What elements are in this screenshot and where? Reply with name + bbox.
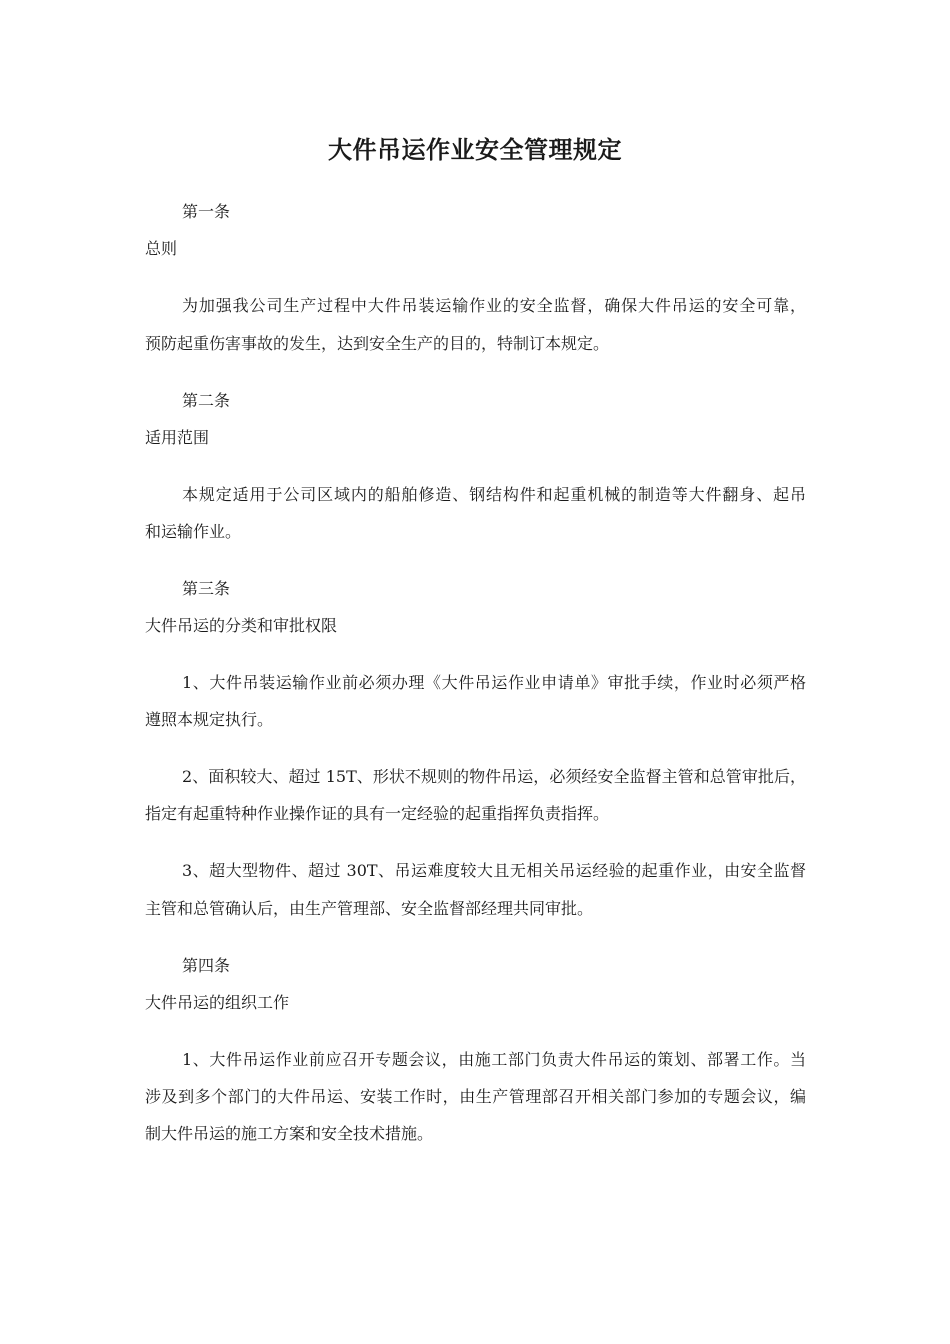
article-3-heading: 大件吊运的分类和审批权限 bbox=[145, 616, 338, 635]
article-4-item-1-line: 制大件吊运的施工方案和安全技术措施。 bbox=[145, 1124, 434, 1143]
article-1-paragraph-line: 为加强我公司生产过程中大件吊装运输作业的安全监督，确保大件吊运的安全可靠， bbox=[182, 296, 806, 315]
article-2-paragraph-line: 本规定适用于公司区域内的船舶修造、钢结构件和起重机械的制造等大件翻身、起吊 bbox=[182, 485, 806, 504]
article-2-number: 第二条 bbox=[182, 391, 231, 410]
article-3-item-1-line: 1、大件吊装运输作业前必须办理《大件吊运作业申请单》审批手续，作业时必须严格 bbox=[182, 673, 806, 692]
article-4-number: 第四条 bbox=[182, 956, 231, 975]
article-4-heading: 大件吊运的组织工作 bbox=[145, 993, 290, 1012]
article-3-number: 第三条 bbox=[182, 579, 231, 598]
document-title: 大件吊运作业安全管理规定 bbox=[328, 135, 622, 165]
article-1-number: 第一条 bbox=[182, 202, 231, 221]
article-3-item-3-line: 主管和总管确认后，由生产管理部、安全监督部经理共同审批。 bbox=[145, 899, 594, 918]
article-3-item-1-line: 遵照本规定执行。 bbox=[145, 710, 274, 729]
article-3-item-2-line: 2、面积较大、超过 15T、形状不规则的物件吊运，必须经安全监督主管和总管审批后， bbox=[182, 767, 806, 786]
article-1-paragraph-line: 预防起重伤害事故的发生，达到安全生产的目的，特制订本规定。 bbox=[145, 334, 610, 353]
article-4-item-1-line: 涉及到多个部门的大件吊运、安装工作时，由生产管理部召开相关部门参加的专题会议，编 bbox=[145, 1087, 806, 1106]
article-2-heading: 适用范围 bbox=[145, 428, 210, 447]
article-4-item-1-line: 1、大件吊运作业前应召开专题会议，由施工部门负责大件吊运的策划、部署工作。当 bbox=[182, 1050, 806, 1069]
article-3-item-3-line: 3、超大型物件、超过 30T、吊运难度较大且无相关吊运经验的起重作业，由安全监督 bbox=[182, 861, 806, 880]
article-1-heading: 总则 bbox=[145, 239, 178, 258]
article-3-item-2-line: 指定有起重特种作业操作证的具有一定经验的起重指挥负责指挥。 bbox=[145, 804, 610, 823]
article-2-paragraph-line: 和运输作业。 bbox=[145, 522, 242, 541]
